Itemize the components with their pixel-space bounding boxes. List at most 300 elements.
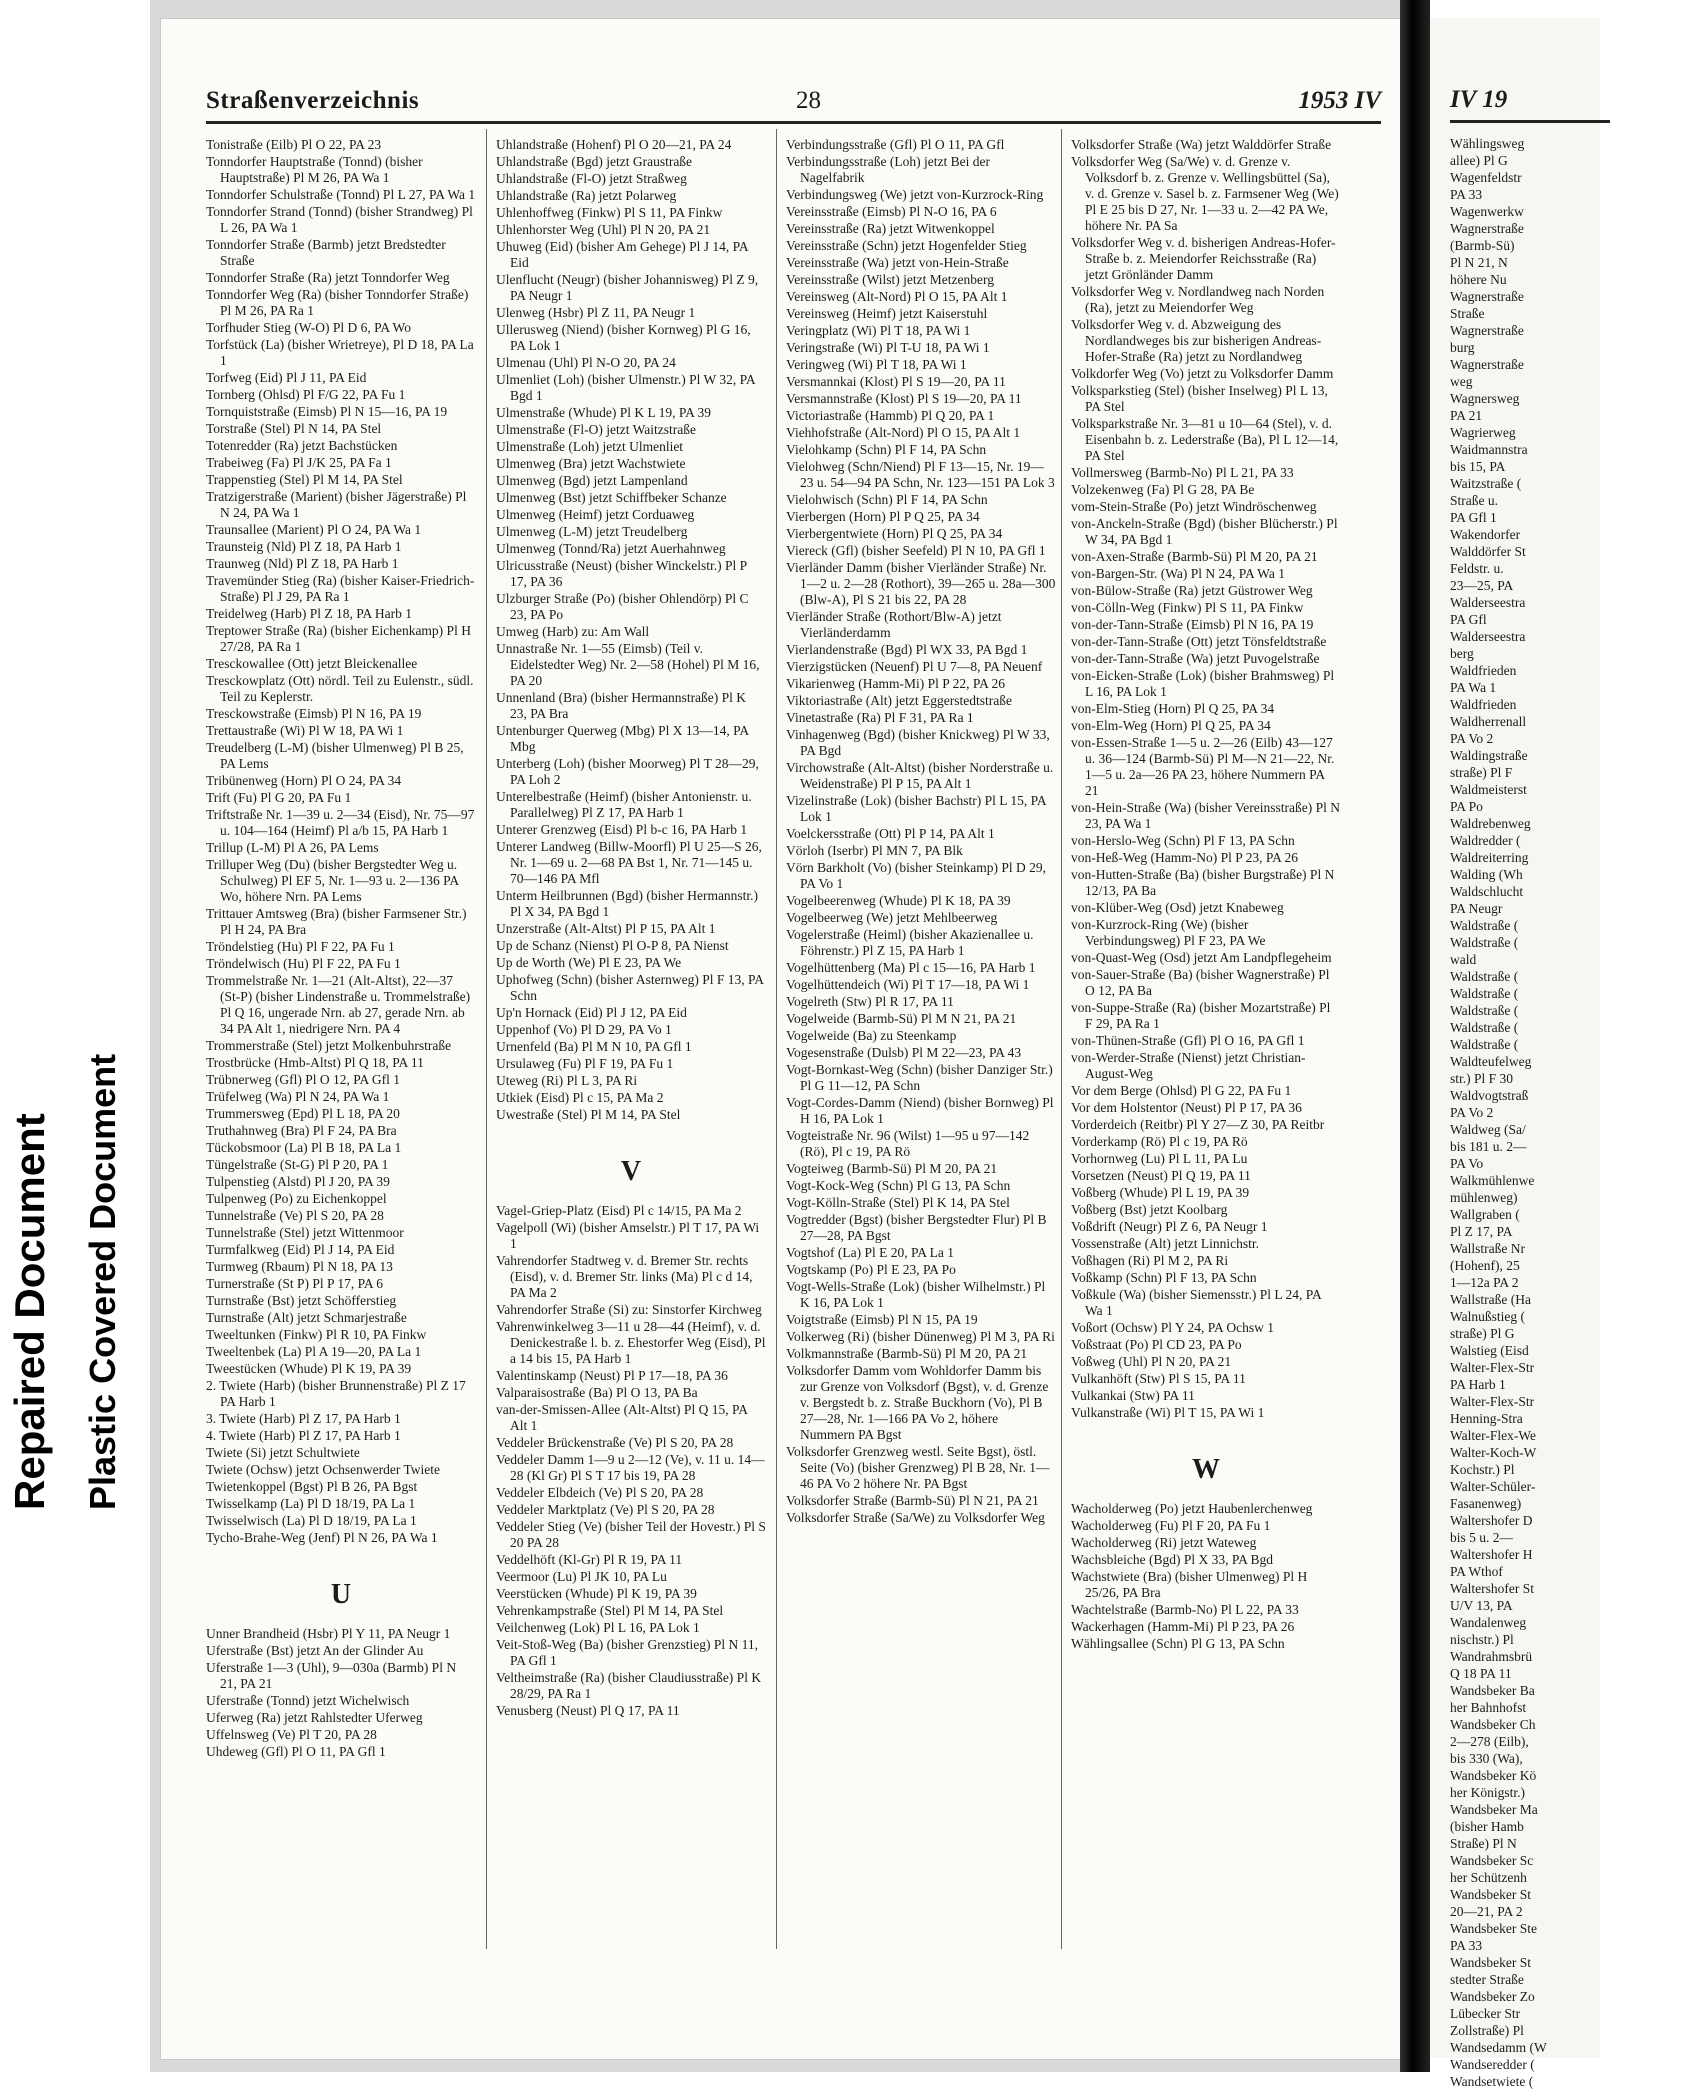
- street-entry: Tüngelstraße (St-G) Pl P 20, PA 1: [206, 1157, 389, 1172]
- street-entry: Waldstraße (: [1450, 969, 1519, 984]
- street-entry: Vossenstraße (Alt) jetzt Linnichstr.: [1071, 1236, 1259, 1251]
- street-entry: Tweeltunken (Finkw) Pl R 10, PA Finkw: [206, 1327, 427, 1342]
- street-entry: Torfhuder Stieg (W-O) Pl D 6, PA Wo: [206, 320, 411, 335]
- street-entry: Waldrebenweg: [1450, 816, 1531, 831]
- street-entry: Walderseestra: [1450, 595, 1526, 610]
- street-entry: von-Elm-Stieg (Horn) Pl Q 25, PA 34: [1071, 701, 1275, 716]
- street-entry: Walnußstieg (: [1450, 1309, 1526, 1324]
- street-entry: Vogtskamp (Po) Pl E 23, PA Po: [786, 1262, 956, 1277]
- adjacent-page: [1430, 18, 1600, 2089]
- street-entry: Vielohweg (Schn/Niend) Pl F 13—15, Nr. 19—23 u. 54—94 PA Schn, Nr. 123—151 PA Lok 3: [786, 459, 1055, 490]
- street-entry: PA Harb 1: [1450, 1377, 1506, 1392]
- street-entry: Treidelweg (Harb) Pl Z 18, PA Harb 1: [206, 606, 412, 621]
- street-entry: Tresckowstraße (Eimsb) Pl N 16, PA 19: [206, 706, 422, 721]
- street-entry: Vierbergentwiete (Horn) Pl Q 25, PA 34: [786, 526, 1003, 541]
- street-entry: Trettaustraße (Wi) Pl W 18, PA Wi 1: [206, 723, 404, 738]
- adjacent-page-column: [1450, 136, 1690, 2091]
- adjacent-page-title: IV 19: [1450, 86, 1508, 113]
- street-entry: von-Suppe-Straße (Ra) (bisher Mozartstraße) Pl F 29, PA Ra 1: [1071, 1000, 1331, 1031]
- street-entry: Volksparkstraße Nr. 3—81 u 10—64 (Stel), v. d. Eisenbahn b. z. Lederstraße (Ba), Pl L 12—14, PA Stel: [1071, 416, 1339, 463]
- street-entry: Wagnerstraße: [1450, 289, 1524, 304]
- street-entry: von-Essen-Straße 1—5 u. 2—26 (Eilb) 43—127 u. 36—124 (Barmb-Sü) Pl M—N 21—22, Nr. 1—5 u. 2a—26 PA 23, höhere Nummern PA 21: [1071, 735, 1335, 798]
- street-entry: Vierlandenstraße (Bgd) Pl WX 33, PA Bgd 1: [786, 642, 1028, 657]
- street-entry: von-der-Tann-Straße (Eimsb) Pl N 16, PA 19: [1071, 617, 1314, 632]
- street-entry: Vierzigstücken (Neuenf) Pl U 7—8, PA Neuenf: [786, 659, 1043, 674]
- street-entry: Vogtredder (Bgst) (bisher Bergstedter Flur) Pl B 27—28, PA Bgst: [786, 1212, 1047, 1243]
- street-entry: Waldstraße (: [1450, 1020, 1519, 1035]
- street-entry: Wandsbeker St: [1450, 1955, 1532, 1970]
- street-entry: Torstraße (Stel) Pl N 14, PA Stel: [206, 421, 382, 436]
- street-entry: Volksparkstieg (Stel) (bisher Inselweg) Pl L 13, PA Stel: [1071, 383, 1328, 414]
- street-entry: Lübecker Str: [1450, 2006, 1521, 2021]
- street-entry: Waldschlucht: [1450, 884, 1524, 899]
- street-entry: von-Hein-Straße (Wa) (bisher Vereinsstraße) Pl N 23, PA Wa 1: [1071, 800, 1340, 831]
- street-entry: Vulkankai (Stw) PA 11: [1071, 1388, 1195, 1403]
- street-entry: Truthahnweg (Bra) Pl F 24, PA Bra: [206, 1123, 397, 1138]
- street-entry: Up de Schanz (Nienst) Pl O-P 8, PA Nienst: [496, 938, 729, 953]
- street-entry: Unterm Heilbrunnen (Bgd) (bisher Hermannstr.) Pl X 34, PA Bgd 1: [496, 888, 759, 919]
- street-entry: Virchowstraße (Alt-Altst) (bisher Norderstraße u. Weidenstraße) Pl P 15, PA Alt 1: [786, 760, 1054, 791]
- street-entry: Waldfrieden: [1450, 697, 1517, 712]
- street-entry: Walter-Flex-Str: [1450, 1360, 1535, 1375]
- street-entry: Unterelbestraße (Heimf) (bisher Antonienstr. u. Parallelweg) Pl Z 17, PA Harb 1: [496, 789, 752, 820]
- street-entry: Veddeler Marktplatz (Ve) Pl S 20, PA 28: [496, 1502, 715, 1517]
- street-entry: von-Thünen-Straße (Gfl) Pl O 16, PA Gfl 1: [1071, 1033, 1305, 1048]
- street-entry: Straße: [1450, 306, 1485, 321]
- street-entry: Waldreiterring: [1450, 850, 1529, 865]
- street-entry: Wandalenweg: [1450, 1615, 1527, 1630]
- street-entry: Ulmenweg (Heimf) jetzt Corduaweg: [496, 507, 695, 522]
- street-entry: Veddeler Brückenstraße (Ve) Pl S 20, PA 28: [496, 1435, 734, 1450]
- street-entry: Wagnerstraße: [1450, 221, 1524, 236]
- street-entry: Veermoor (Lu) Pl JK 10, PA Lu: [496, 1569, 667, 1584]
- street-entry: Veringstraße (Wi) Pl T-U 18, PA Wi 1: [786, 340, 990, 355]
- street-entry: Uhlandstraße (Hohenf) Pl O 20—21, PA 24: [496, 137, 732, 152]
- street-entry: Kochstr.) Pl: [1450, 1462, 1515, 1477]
- street-entry: 20—21, PA 2: [1450, 1904, 1523, 1919]
- street-entry: von-Bargen-Str. (Wa) Pl N 24, PA Wa 1: [1071, 566, 1285, 581]
- street-entry: Traunsteig (Nld) Pl Z 18, PA Harb 1: [206, 539, 402, 554]
- street-entry: Traunsallee (Marient) Pl O 24, PA Wa 1: [206, 522, 422, 537]
- street-entry: Veltheimstraße (Ra) (bisher Claudiusstraße) Pl K 28/29, PA Ra 1: [496, 1670, 762, 1701]
- street-entry: Vogtshof (La) Pl E 20, PA La 1: [786, 1245, 955, 1260]
- street-entry: PA Gfl: [1450, 612, 1487, 627]
- street-entry: Uhlenhoffweg (Finkw) Pl S 11, PA Finkw: [496, 205, 723, 220]
- column-2: [496, 137, 766, 1937]
- street-entry: Walstieg (Eisd: [1450, 1343, 1529, 1358]
- street-entry: Versmannstraße (Klost) Pl S 19—20, PA 11: [786, 391, 1022, 406]
- street-entry: Vörn Barkholt (Vo) (bisher Steinkamp) Pl D 29, PA Vo 1: [786, 860, 1046, 891]
- street-entry: PA 21: [1450, 408, 1483, 423]
- street-entry: von-Eicken-Straße (Lok) (bisher Brahmsweg) Pl L 16, PA Lok 1: [1071, 668, 1335, 699]
- street-entry: Ulmenweg (Bst) jetzt Schiffbeker Schanze: [496, 490, 727, 505]
- street-entry: von-Klüber-Weg (Osd) jetzt Knabeweg: [1071, 900, 1284, 915]
- street-entry: Uhlandstraße (Bgd) jetzt Graustraße: [496, 154, 693, 169]
- street-entry: Tribünenweg (Horn) Pl O 24, PA 34: [206, 773, 402, 788]
- street-entry: Trommelstraße Nr. 1—21 (Alt-Altst), 22—37 (St-P) (bisher Lindenstraße u. Trommelstraße) Pl Q 16, ungerade Nrn. ab 27, gerade Nrn. ab 34 PA Alt 1, niedrigere Nrn. PA 4: [206, 973, 471, 1036]
- street-entry: Tweeltenbek (La) Pl A 19—20, PA La 1: [206, 1344, 422, 1359]
- street-entry: Treudelberg (L-M) (bisher Ulmenweg) Pl B 25, PA Lems: [206, 740, 464, 771]
- street-entry: Waldstraße (: [1450, 935, 1519, 950]
- street-entry: Wandsetwiete (: [1450, 2074, 1534, 2089]
- street-entry: Waldfrieden: [1450, 663, 1517, 678]
- adjacent-page-header: [1450, 80, 1610, 123]
- document-page: [160, 18, 1402, 2060]
- street-entry: Volksdorfer Straße (Sa/We) zu Volksdorfer Weg: [786, 1510, 1045, 1525]
- street-entry: Veddelhöft (Kl-Gr) Pl R 19, PA 11: [496, 1552, 683, 1567]
- street-entry: von-Kurzrock-Ring (We) (bisher Verbindungsweg) Pl F 23, PA We: [1071, 917, 1266, 948]
- street-entry: Turnerstraße (St P) Pl P 17, PA 6: [206, 1276, 384, 1291]
- street-entry: Tratzigerstraße (Marient) (bisher Jägerstraße) Pl N 24, PA Wa 1: [206, 489, 467, 520]
- street-entry: Vahrenwinkelweg 3—11 u 28—44 (Heimf), v. d. Denickestraße l. b. z. Ehestorfer Weg (Eisd), Pl a 14 bis 15, PA Harb 1: [496, 1319, 766, 1366]
- street-entry: stedter Straße: [1450, 1972, 1524, 1987]
- street-entry: Wacholderweg (Ri) jetzt Wateweg: [1071, 1535, 1257, 1550]
- street-entry: Vielohkamp (Schn) Pl F 14, PA Schn: [786, 442, 987, 457]
- street-entry: Vogesenstraße (Dulsb) Pl M 22—23, PA 43: [786, 1045, 1022, 1060]
- street-entry: Wagenwerkw: [1450, 204, 1524, 219]
- street-entry: Vörloh (Iserbr) Pl MN 7, PA Blk: [786, 843, 963, 858]
- street-entry: Straße) Pl N: [1450, 1836, 1517, 1851]
- street-entry: Wallgraben (: [1450, 1207, 1520, 1222]
- street-entry: Untenburger Querweg (Mbg) Pl X 13—14, PA Mbg: [496, 723, 749, 754]
- plastic-covered-label: Plastic Covered Document: [82, 1053, 123, 1510]
- street-entry: her Königstr.): [1450, 1785, 1525, 1800]
- street-entry: Volkmannstraße (Barmb-Sü) Pl M 20, PA 21: [786, 1346, 1028, 1361]
- street-entry: Wählingsweg: [1450, 136, 1525, 151]
- street-entry: Wandseredder (: [1450, 2057, 1535, 2072]
- street-entry: Vogteiweg (Barmb-Sü) Pl M 20, PA 21: [786, 1161, 998, 1176]
- street-entry: straße) Pl F: [1450, 765, 1513, 780]
- street-entry: Vereinsstraße (Schn) jetzt Hogenfelder Stieg: [786, 238, 1027, 253]
- street-entry: Voßstraat (Po) Pl CD 23, PA Po: [1071, 1337, 1242, 1352]
- street-entry: Unterer Landweg (Billw-Moorfl) Pl U 25—S 26, Nr. 1—69 u. 2—68 PA Bst 1, Nr. 71—145 u. 70—146 PA Mfl: [496, 839, 762, 886]
- street-entry: Wagnersweg: [1450, 391, 1520, 406]
- street-entry: Vierländer Straße (Rothort/Blw-A) jetzt Vierländerdamm: [786, 609, 1002, 640]
- street-entry: Volkdorfer Weg (Vo) jetzt zu Volksdorfer Damm: [1071, 366, 1334, 381]
- street-entry: str.) Pl F 30: [1450, 1071, 1514, 1086]
- street-entry: Veilchenweg (Lok) Pl L 16, PA Lok 1: [496, 1620, 700, 1635]
- street-entry: Vogelbeerenweg (Whude) Pl K 18, PA 39: [786, 893, 1011, 908]
- street-entry: Wandsbeker Ch: [1450, 1717, 1536, 1732]
- street-entry: von-Anckeln-Straße (Bgd) (bisher Blücherstr.) Pl W 34, PA Bgd 1: [1071, 516, 1338, 547]
- street-entry: Vahrendorfer Straße (Si) zu: Sinstorfer Kirchweg: [496, 1302, 762, 1317]
- street-entry: Twiete (Si) jetzt Schultwiete: [206, 1445, 360, 1460]
- section-letter: U: [330, 1579, 352, 1610]
- street-entry: Waldweg (Sa/: [1450, 1122, 1526, 1137]
- street-entry: Volzekenweg (Fa) Pl G 28, PA Be: [1071, 482, 1255, 497]
- street-entry: Wallstraße Nr: [1450, 1241, 1526, 1256]
- street-entry: Vogt-Kock-Weg (Schn) Pl G 13, PA Schn: [786, 1178, 1011, 1193]
- street-entry: Vorhornweg (Lu) Pl L 11, PA Lu: [1071, 1151, 1248, 1166]
- section-letter: W: [1192, 1454, 1220, 1485]
- street-entry: Trillup (L-M) Pl A 26, PA Lems: [206, 840, 379, 855]
- street-entry: Tonndorfer Straße (Barmb) jetzt Bredstedter Straße: [206, 237, 446, 268]
- street-entry: vom-Stein-Straße (Po) jetzt Windröschenweg: [1071, 499, 1317, 514]
- street-entry: bis 330 (Wa),: [1450, 1751, 1523, 1766]
- street-entry: Ulzburger Straße (Po) (bisher Ohlendörp) Pl C 23, PA Po: [496, 591, 749, 622]
- street-entry: Uffelnsweg (Ve) Pl T 20, PA 28: [206, 1727, 377, 1742]
- street-entry: bis 15, PA: [1450, 459, 1506, 474]
- street-entry: von-Quast-Weg (Osd) jetzt Am Landpflegeheim: [1071, 950, 1332, 965]
- street-entry: Ullerusweg (Niend) (bisher Kornweg) Pl G 16, PA Lok 1: [496, 322, 751, 353]
- street-entry: Uphofweg (Schn) (bisher Asternweg) Pl F 13, PA Schn: [496, 972, 764, 1003]
- street-entry: her Schützenh: [1450, 1870, 1527, 1885]
- street-entry: Ulmenweg (Tonnd/Ra) jetzt Auerhahnweg: [496, 541, 726, 556]
- street-entry: Torfstück (La) (bisher Wrietreye), Pl D 18, PA La 1: [206, 337, 474, 368]
- street-entry: Walter-Schüler-: [1450, 1479, 1536, 1494]
- street-entry: Voßkamp (Schn) Pl F 13, PA Schn: [1071, 1270, 1257, 1285]
- street-entry: Waldstraße (: [1450, 1037, 1519, 1052]
- street-entry: Voigtstraße (Eimsb) Pl N 15, PA 19: [786, 1312, 978, 1327]
- street-entry: Wachstwiete (Bra) (bisher Ulmenweg) Pl H 25/26, PA Bra: [1071, 1569, 1308, 1600]
- street-entry: Twisselwisch (La) Pl D 18/19, PA La 1: [206, 1513, 417, 1528]
- street-entry: Veddeler Elbdeich (Ve) Pl S 20, PA 28: [496, 1485, 704, 1500]
- street-entry: Vereinsstraße (Ra) jetzt Witwenkoppel: [786, 221, 995, 236]
- street-entry: Up de Worth (We) Pl E 23, PA We: [496, 955, 682, 970]
- street-entry: Traunweg (Nld) Pl Z 18, PA Harb 1: [206, 556, 399, 571]
- street-entry: (Barmb-Sü): [1450, 238, 1515, 253]
- street-entry: von-der-Tann-Straße (Ott) jetzt Tönsfeldtstraße: [1071, 634, 1327, 649]
- street-entry: Trüfelweg (Wa) Pl N 24, PA Wa 1: [206, 1089, 390, 1104]
- street-entry: mühlenweg): [1450, 1190, 1518, 1205]
- street-entry: Vereinsweg (Alt-Nord) Pl O 15, PA Alt 1: [786, 289, 1008, 304]
- street-entry: Veerstücken (Whude) Pl K 19, PA 39: [496, 1586, 697, 1601]
- street-entry: von-Hutten-Straße (Ba) (bisher Burgstraße) Pl N 12/13, PA Ba: [1071, 867, 1335, 898]
- street-entry: Ulmenweg (L-M) jetzt Treudelberg: [496, 524, 688, 539]
- street-entry: Tonndorfer Weg (Ra) (bisher Tonndorfer Straße) Pl M 26, PA Ra 1: [206, 287, 469, 318]
- street-entry: Unzerstraße (Alt-Altst) Pl P 15, PA Alt 1: [496, 921, 716, 936]
- street-entry: Pl Z 17, PA: [1450, 1224, 1513, 1239]
- street-entry: Veddeler Damm 1—9 u 2—12 (Ve), v. 11 u. 14—28 (Kl Gr) Pl S T 17 bis 19, PA 28: [496, 1452, 765, 1483]
- street-entry: 23—25, PA: [1450, 578, 1514, 593]
- page-header: [206, 81, 1381, 124]
- street-entry: PA 33: [1450, 1938, 1483, 1953]
- street-entry: Vogelweide (Barmb-Sü) Pl M N 21, PA 21: [786, 1011, 1017, 1026]
- street-entry: Wandsbeker Zo: [1450, 1989, 1535, 2004]
- street-entry: (Hohenf), 25: [1450, 1258, 1520, 1273]
- street-entry: Waltershofer St: [1450, 1581, 1535, 1596]
- street-entry: von-Bülow-Straße (Ra) jetzt Güstrower Weg: [1071, 583, 1313, 598]
- street-entry: Uhuweg (Eid) (bisher Am Gehege) Pl J 14, PA Eid: [496, 239, 748, 270]
- street-entry: bis 5 u. 2—: [1450, 1530, 1514, 1545]
- section-letter: V: [620, 1156, 642, 1187]
- street-entry: 4. Twiete (Harb) Pl Z 17, PA Harb 1: [206, 1428, 401, 1443]
- street-entry: Ulmenweg (Bra) jetzt Wachstwiete: [496, 456, 686, 471]
- street-entry: Ulmenstraße (Fl-O) jetzt Waitzstraße: [496, 422, 696, 437]
- street-entry: Vogelweide (Ba) zu Steenkamp: [786, 1028, 957, 1043]
- street-entry: PA Wa 1: [1450, 680, 1497, 695]
- street-entry: Valparaisostraße (Ba) Pl O 13, PA Ba: [496, 1385, 698, 1400]
- street-entry: Vielohwisch (Schn) Pl F 14, PA Schn: [786, 492, 988, 507]
- street-entry: Vogelerstraße (Heiml) (bisher Akazienallee u. Föhrenstr.) Pl Z 15, PA Harb 1: [786, 927, 1034, 958]
- street-entry: Walter-Flex-We: [1450, 1428, 1537, 1443]
- street-entry: Volksdorfer Weg v. d. Abzweigung des Nordlandweges bis zur bisherigen Andreas-Hofer-Straße (Ra) jetzt zu Nordlandweg: [1071, 317, 1322, 364]
- street-entry: Ulmenweg (Bgd) jetzt Lampenland: [496, 473, 688, 488]
- street-entry: Veringweg (Wi) Pl T 18, PA Wi 1: [786, 357, 967, 372]
- page-number: 28: [796, 87, 821, 114]
- street-entry: Walding (Wh: [1450, 867, 1523, 882]
- street-entry: Vehrenkampstraße (Stel) Pl M 14, PA Stel: [496, 1603, 724, 1618]
- street-entry: Q 18 PA 11: [1450, 1666, 1512, 1681]
- street-entry: Voßberg (Bst) jetzt Koolbarg: [1071, 1202, 1228, 1217]
- street-entry: Waltershofer D: [1450, 1513, 1533, 1528]
- street-entry: Verbindungsstraße (Loh) jetzt Bei der Nagelfabrik: [786, 154, 990, 185]
- street-entry: Wallstraße (Ha: [1450, 1292, 1531, 1307]
- street-entry: Wacholderweg (Fu) Pl F 20, PA Fu 1: [1071, 1518, 1271, 1533]
- street-entry: von-Cölln-Weg (Finkw) Pl S 11, PA Finkw: [1071, 600, 1304, 615]
- street-entry: Waldredder (: [1450, 833, 1521, 848]
- street-entry: PA Vo 2: [1450, 731, 1494, 746]
- street-entry: Ulmenstraße (Whude) Pl K L 19, PA 39: [496, 405, 711, 420]
- street-entry: Volksdorfer Straße (Barmb-Sü) Pl N 21, PA 21: [786, 1493, 1039, 1508]
- street-entry: Unnastraße Nr. 1—55 (Eimsb) (Teil v. Eidelstedter Weg) Nr. 2—58 (Hohel) Pl M 16, PA 20: [496, 641, 760, 688]
- street-entry: Waldstraße (: [1450, 1003, 1519, 1018]
- book-spine: [1400, 0, 1430, 2072]
- street-entry: Unterer Grenzweg (Eisd) Pl b-c 16, PA Harb 1: [496, 822, 748, 837]
- street-entry: Vereinsstraße (Wilst) jetzt Metzenberg: [786, 272, 995, 287]
- page-title: Straßenverzeichnis: [206, 87, 420, 114]
- street-entry: Tresckowplatz (Ott) nördl. Teil zu Eulenstr., südl. Teil zu Keplerstr.: [206, 673, 474, 704]
- street-entry: Voßweg (Uhl) Pl N 20, PA 21: [1071, 1354, 1232, 1369]
- street-entry: Vogt-Wells-Straße (Lok) (bisher Wilhelmstr.) Pl K 16, PA Lok 1: [786, 1279, 1046, 1310]
- street-entry: Vinhagenweg (Bgd) (bisher Knickweg) Pl W 33, PA Bgd: [786, 727, 1050, 758]
- street-entry: Victoriastraße (Hammb) Pl Q 20, PA 1: [786, 408, 995, 423]
- street-entry: Torfweg (Eid) Pl J 11, PA Eid: [206, 370, 367, 385]
- street-entry: Trappenstieg (Stel) Pl M 14, PA Stel: [206, 472, 403, 487]
- street-entry: Triftstraße Nr. 1—39 u. 2—34 (Eisd), Nr. 75—97 u. 104—164 (Heimf) Pl a/b 15, PA Harb 1: [206, 807, 475, 838]
- street-entry: Vereinsstraße (Wa) jetzt von-Hein-Straße: [786, 255, 1009, 270]
- street-entry: Turnstraße (Bst) jetzt Schöfferstieg: [206, 1293, 397, 1308]
- street-entry: Vulkanhöft (Stw) Pl S 15, PA 11: [1071, 1371, 1246, 1386]
- street-entry: Ulmenau (Uhl) Pl N-O 20, PA 24: [496, 355, 676, 370]
- street-entry: Verbindungsstraße (Gfl) Pl O 11, PA Gfl: [786, 137, 1005, 152]
- street-entry: Wakendorfer: [1450, 527, 1521, 542]
- street-entry: Waldvogtstraß: [1450, 1088, 1529, 1103]
- street-entry: Wandrahmsbrü: [1450, 1649, 1533, 1664]
- street-entry: Twietenkoppel (Bgst) Pl B 26, PA Bgst: [206, 1479, 418, 1494]
- street-entry: höhere Nu: [1450, 272, 1507, 287]
- street-entry: Trabeiweg (Fa) Pl J/K 25, PA Fa 1: [206, 455, 392, 470]
- column-divider: [776, 129, 777, 1949]
- street-entry: Walderseestra: [1450, 629, 1526, 644]
- street-entry: bis 181 u. 2—: [1450, 1139, 1527, 1154]
- street-entry: Waltershofer H: [1450, 1547, 1533, 1562]
- street-entry: Urnenfeld (Ba) Pl M N 10, PA Gfl 1: [496, 1039, 692, 1054]
- street-entry: Pl N 21, N: [1450, 255, 1508, 270]
- street-entry: Wandsbeker Ma: [1450, 1802, 1538, 1817]
- street-entry: Vollmersweg (Barmb-No) Pl L 21, PA 33: [1071, 465, 1294, 480]
- street-entry: Waldstraße (: [1450, 918, 1519, 933]
- street-entry: Vorderkamp (Rö) Pl c 19, PA Rö: [1071, 1134, 1248, 1149]
- street-entry: Voßort (Ochsw) Pl Y 24, PA Ochsw 1: [1071, 1320, 1275, 1335]
- street-entry: Wachsbleiche (Bgd) Pl X 33, PA Bgd: [1071, 1552, 1274, 1567]
- street-entry: Verbindungsweg (We) jetzt von-Kurzrock-Ring: [786, 187, 1044, 202]
- street-entry: von-Elm-Weg (Horn) Pl Q 25, PA 34: [1071, 718, 1271, 733]
- column-divider: [1061, 129, 1062, 1949]
- street-entry: Zollstraße) Pl: [1450, 2023, 1524, 2038]
- street-entry: burg: [1450, 340, 1475, 355]
- street-entry: Waldingstraße: [1450, 748, 1528, 763]
- street-entry: Uhlandstraße (Ra) jetzt Polarweg: [496, 188, 677, 203]
- street-entry: Wacholderweg (Po) jetzt Haubenlerchenweg: [1071, 1501, 1313, 1516]
- street-entry: Umweg (Harb) zu: Am Wall: [496, 624, 650, 639]
- street-entry: Straße u.: [1450, 493, 1498, 508]
- street-entry: von-Herslo-Weg (Schn) Pl F 13, PA Schn: [1071, 833, 1295, 848]
- street-entry: Uhlandstraße (Fl-O) jetzt Straßweg: [496, 171, 687, 186]
- street-entry: Waldmeisterst: [1450, 782, 1527, 797]
- street-entry: Tonndorfer Hauptstraße (Tonnd) (bisher Hauptstraße) Pl M 26, PA Wa 1: [206, 154, 423, 185]
- street-entry: Viktoriastraße (Alt) jetzt Eggerstedtstraße: [786, 693, 1012, 708]
- street-entry: Trübnerweg (Gfl) Pl O 12, PA Gfl 1: [206, 1072, 401, 1087]
- street-entry: Tonistraße (Eilb) Pl O 22, PA 23: [206, 137, 382, 152]
- street-entry: Ulmenstraße (Loh) jetzt Ulmenliet: [496, 439, 684, 454]
- street-entry: von-der-Tann-Straße (Wa) jetzt Puvogelstraße: [1071, 651, 1320, 666]
- street-entry: Vor dem Berge (Ohlsd) Pl G 22, PA Fu 1: [1071, 1083, 1292, 1098]
- street-entry: Utkiek (Eisd) Pl c 15, PA Ma 2: [496, 1090, 664, 1105]
- street-entry: Tückobsmoor (La) Pl B 18, PA La 1: [206, 1140, 402, 1155]
- street-entry: Travemünder Stieg (Ra) (bisher Kaiser-Friedrich-Straße) Pl J 29, PA Ra 1: [206, 573, 475, 604]
- street-entry: wald: [1450, 952, 1477, 967]
- street-entry: Vinetastraße (Ra) Pl F 31, PA Ra 1: [786, 710, 974, 725]
- street-entry: Turnstraße (Alt) jetzt Schmarjestraße: [206, 1310, 407, 1325]
- street-entry: Uteweg (Ri) Pl L 3, PA Ri: [496, 1073, 638, 1088]
- street-entry: Up'n Hornack (Eid) Pl J 12, PA Eid: [496, 1005, 687, 1020]
- street-entry: Uferstraße (Tonnd) jetzt Wichelwisch: [206, 1693, 410, 1708]
- street-entry: Wagnerstraße: [1450, 357, 1524, 372]
- street-entry: Walter-Flex-Str: [1450, 1394, 1535, 1409]
- street-entry: Wachtelstraße (Barmb-No) Pl L 22, PA 33: [1071, 1602, 1299, 1617]
- street-entry: Walkmühlenwe: [1450, 1173, 1535, 1188]
- street-entry: Volksdorfer Damm vom Wohldorfer Damm bis zur Grenze von Volksdorf (Bgst), v. d. Grenze v. Bergstedt b. z. Straße Buckhorn (Vo), Pl B 27—28, Nr. 1—166 PA Vo 2, höhere Nummern PA Bgst: [786, 1363, 1049, 1442]
- street-entry: Veddeler Stieg (Ve) (bisher Teil der Hovestr.) Pl S 20 PA 28: [496, 1519, 766, 1550]
- street-entry: Venusberg (Neust) Pl Q 17, PA 11: [496, 1703, 680, 1718]
- street-entry: PA Vo: [1450, 1156, 1484, 1171]
- street-entry: Vogelhüttendeich (Wi) Pl T 17—18, PA Wi 1: [786, 977, 1030, 992]
- street-entry: Viehhofstraße (Alt-Nord) Pl O 15, PA Alt 1: [786, 425, 1021, 440]
- street-entry: Tycho-Brahe-Weg (Jenf) Pl N 26, PA Wa 1: [206, 1530, 438, 1545]
- street-entry: Vizelinstraße (Lok) (bisher Bachstr) Pl L 15, PA Lok 1: [786, 793, 1046, 824]
- street-entry: Ulmenliet (Loh) (bisher Ulmenstr.) Pl W 32, PA Bgd 1: [496, 372, 755, 403]
- street-entry: Tonndorfer Straße (Ra) jetzt Tonndorfer Weg: [206, 270, 450, 285]
- street-entry: 1—12a PA 2: [1450, 1275, 1519, 1290]
- street-entry: Vogelhüttenberg (Ma) Pl c 15—16, PA Harb 1: [786, 960, 1036, 975]
- street-entry: Wandsbeker Ste: [1450, 1921, 1538, 1936]
- street-entry: Trostbrücke (Hmb-Altst) Pl Q 18, PA 11: [206, 1055, 424, 1070]
- street-entry: Tröndelwisch (Hu) Pl F 22, PA Fu 1: [206, 956, 401, 971]
- street-entry: Wagnerstraße: [1450, 323, 1524, 338]
- street-entry: Waldherrenall: [1450, 714, 1527, 729]
- street-entry: Trummersweg (Epd) Pl L 18, PA 20: [206, 1106, 400, 1121]
- street-entry: von-Heß-Weg (Hamm-No) Pl P 23, PA 26: [1071, 850, 1299, 865]
- street-entry: Unner Brandheid (Hsbr) Pl Y 11, PA Neugr 1: [206, 1626, 451, 1641]
- street-entry: 2—278 (Eilb),: [1450, 1734, 1529, 1749]
- street-entry: Trittauer Amtsweg (Bra) (bisher Farmsener Str.) Pl H 24, PA Bra: [206, 906, 467, 937]
- street-entry: Volksdorfer Straße (Wa) jetzt Walddörfer Straße: [1071, 137, 1332, 152]
- column-1: [206, 137, 476, 1937]
- street-entry: Vereinsweg (Heimf) jetzt Kaiserstuhl: [786, 306, 988, 321]
- street-entry: Vierländer Damm (bisher Vierländer Straße) Nr. 1—2 u. 2—28 (Rothort), 39—265 u. 28a—300 (Blw-A), Pl S 21 bis 22, PA 28: [786, 560, 1056, 607]
- street-entry: Vagel-Griep-Platz (Eisd) Pl c 14/15, PA Ma 2: [496, 1203, 742, 1218]
- street-entry: Voelckersstraße (Ott) Pl P 14, PA Alt 1: [786, 826, 995, 841]
- street-entry: Ulenflucht (Neugr) (bisher Johannisweg) Pl Z 9, PA Neugr 1: [496, 272, 759, 303]
- street-entry: von-Sauer-Straße (Ba) (bisher Wagnerstraße) Pl O 12, PA Ba: [1071, 967, 1330, 998]
- street-entry: berg: [1450, 646, 1474, 661]
- street-entry: Veringplatz (Wi) Pl T 18, PA Wi 1: [786, 323, 971, 338]
- street-entry: PA Vo 2: [1450, 1105, 1494, 1120]
- street-entry: Tunnelstraße (Ve) Pl S 20, PA 28: [206, 1208, 384, 1223]
- street-entry: Unterberg (Loh) (bisher Moorweg) Pl T 28—29, PA Loh 2: [496, 756, 759, 787]
- street-entry: Vorsetzen (Neust) Pl Q 19, PA 11: [1071, 1168, 1251, 1183]
